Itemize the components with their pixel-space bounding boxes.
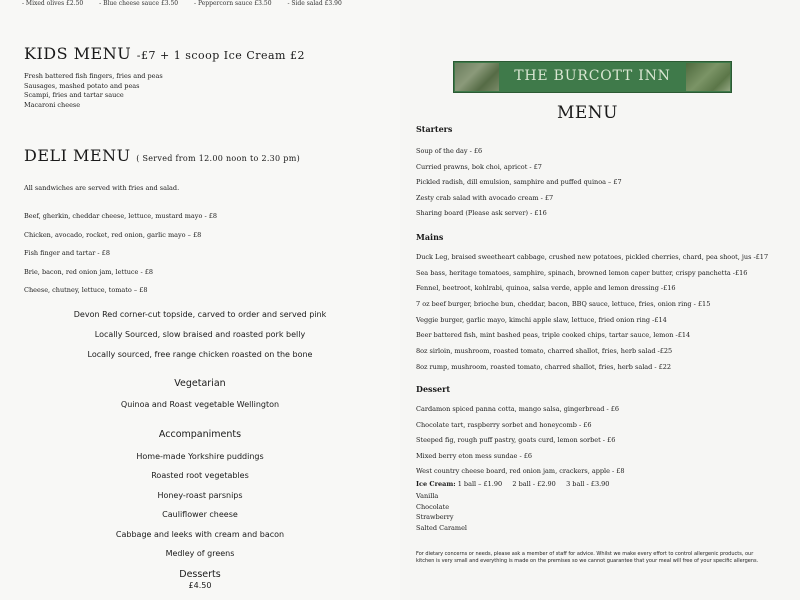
- deli-item: Cheese, chutney, lettuce, tomato – £8: [24, 286, 148, 294]
- roast-item: Locally sourced, free range chicken roasted on the bone: [87, 350, 313, 359]
- deli-note: All sandwiches are served with fries and salad.: [24, 184, 180, 192]
- mains-heading: Mains: [416, 232, 444, 242]
- starter-item: Pickled radish, dill emulsion, samphire and puffed quinoa – £7: [416, 178, 622, 187]
- accompaniment-item: Cauliflower cheese: [162, 510, 238, 520]
- dessert-item: West country cheese board, red onion jam, crackers, apple - £8: [416, 467, 625, 475]
- deli-item: Brie, bacon, red onion jam, lettuce - £8: [24, 267, 153, 276]
- main-item: 8oz sirloin, mushroom, roasted tomato, charred shallot, fries, herb salad -£25: [416, 347, 673, 356]
- inn-photo-right-icon: [686, 63, 730, 91]
- accompaniment-item: Cabbage and leeks with cream and bacon: [115, 529, 285, 539]
- mains-list: [416, 253, 768, 379]
- kids-item: Scampi, fries and tartar sauce: [24, 91, 124, 99]
- roast-item: Locally Sourced, slow braised and roasted pork belly: [94, 330, 306, 339]
- flavour-item: Chocolate: [416, 502, 450, 511]
- flavour-item: Strawberry: [416, 513, 454, 521]
- dessert-item: Chocolate tart, raspberry sorbet and honeycomb - £6: [416, 420, 592, 429]
- kids-item: Fresh battered fish fingers, fries and peas: [24, 72, 163, 80]
- roast-item: Devon Red corner-cut topside, carved to order and served pink: [73, 310, 327, 319]
- allergen-disclaimer: For dietary concerns or needs, please ask a member of staff for advice. Whilst we make every effort to control allergenic products, our kitchen is very small and everything is made on the premises so we cannot guarantee that your meal will free of your specific allergens.: [416, 551, 759, 564]
- ice-cream-flavours: [416, 491, 467, 533]
- ice-cream-prices: 1 ball – £1.90 2 ball - £2.90 3 ball - £3.90: [457, 480, 610, 488]
- inn-name: THE BURCOTT INN: [514, 68, 671, 84]
- inn-photo-left-icon: [455, 63, 499, 91]
- inn-banner: [453, 61, 732, 93]
- main-item: Sea bass, heritage tomatoes, samphire, spinach, browned lemon caper butter, crispy panchetta -£16: [416, 268, 748, 277]
- starter-item: Sharing board (Please ask server) - £16: [416, 209, 547, 218]
- dessert-heading: Dessert: [416, 384, 451, 394]
- kids-menu-subtitle: -£7 + 1 scoop Ice Cream £2: [136, 49, 305, 62]
- accompaniment-item: Roasted root vegetables: [151, 471, 249, 481]
- kids-menu-title: KIDS MENU: [24, 44, 132, 63]
- deli-menu-title: DELI MENU: [24, 146, 131, 165]
- side-item: - Blue cheese sauce £3.50: [99, 0, 179, 7]
- dessert-item: Cardamon spiced panna cotta, mango salsa, gingerbread - £6: [416, 405, 620, 413]
- deli-items: [24, 212, 217, 305]
- deli-item: Fish finger and tartar - £8: [24, 249, 110, 257]
- kids-menu-items: [24, 72, 163, 110]
- main-item: 7 oz beef burger, brioche bun, cheddar, bacon, BBQ sauce, lettuce, fries, onion ring - £15: [416, 300, 711, 309]
- deli-menu-subtitle: ( Served from 12.00 noon to 2.30 pm): [136, 154, 301, 163]
- desserts-heading: Desserts: [179, 569, 221, 580]
- main-item: 8oz rump, mushroom, roasted tomato, charred shallot, fries, herb salad - £22: [416, 362, 672, 371]
- accompaniments-heading: Accompaniments: [158, 429, 242, 440]
- dessert-item: Mixed berry eton mess sundae - £6: [416, 451, 532, 460]
- starters-heading: Starters: [416, 124, 453, 134]
- main-item: Fennel, beetroot, kohlrabi, quinoa, salsa verde, apple and lemon dressing -£16: [416, 284, 676, 293]
- ice-cream-line: [416, 480, 609, 488]
- sides-line: [22, 0, 356, 7]
- starter-item: Curried prawns, bok choi, apricot - £7: [416, 162, 542, 171]
- dessert-list: [416, 405, 625, 483]
- main-item: Beer battered fish, mint bashed peas, triple cooked chips, tartar sauce, lemon -£14: [416, 331, 691, 340]
- starter-item: Soup of the day - £6: [416, 147, 483, 155]
- roast-list: [0, 308, 400, 368]
- accompaniments-list: [0, 451, 400, 567]
- dessert-item: Steeped fig, rough puff pastry, goats curd, lemon sorbet - £6: [416, 436, 616, 444]
- deli-menu-heading: [24, 146, 300, 165]
- main-item: Duck Leg, braised sweetheart cabbage, crushed new potatoes, pickled cherries, chard, pea shoot, jus -£17: [416, 253, 769, 261]
- vegetarian-item: Quinoa and Roast vegetable Wellington: [120, 400, 280, 409]
- starter-item: Zesty crab salad with avocado cream - £7: [416, 193, 554, 202]
- main-item: Veggie burger, garlic mayo, kimchi apple slaw, lettuce, fried onion ring -£14: [416, 315, 667, 324]
- desserts-price: £4.50: [188, 581, 212, 590]
- vegetarian-heading: Vegetarian: [174, 378, 226, 389]
- flavour-item: Salted Caramel: [416, 523, 468, 532]
- kids-item: Sausages, mashed potato and peas: [24, 81, 140, 90]
- accompaniment-item: Home-made Yorkshire puddings: [136, 452, 264, 461]
- deli-item: Chicken, avocado, rocket, red onion, garlic mayo – £8: [24, 230, 202, 239]
- deli-item: Beef, gherkin, cheddar cheese, lettuce, mustard mayo - £8: [24, 212, 217, 220]
- ice-cream-label: Ice Cream:: [416, 480, 456, 488]
- accompaniment-item: Honey-roast parsnips: [157, 490, 243, 500]
- side-item: - Side salad £3.90: [287, 0, 342, 7]
- side-item: - Mixed olives £2.50: [22, 0, 84, 7]
- kids-menu-heading: [24, 44, 305, 63]
- menu-title: MENU: [556, 103, 619, 123]
- kids-item: Macaroni cheese: [24, 100, 81, 109]
- flavour-item: Vanilla: [416, 492, 439, 500]
- starters-list: [416, 147, 622, 225]
- side-item: - Peppercorn sauce £3.50: [194, 0, 272, 7]
- accompaniment-item: Medley of greens: [165, 548, 235, 558]
